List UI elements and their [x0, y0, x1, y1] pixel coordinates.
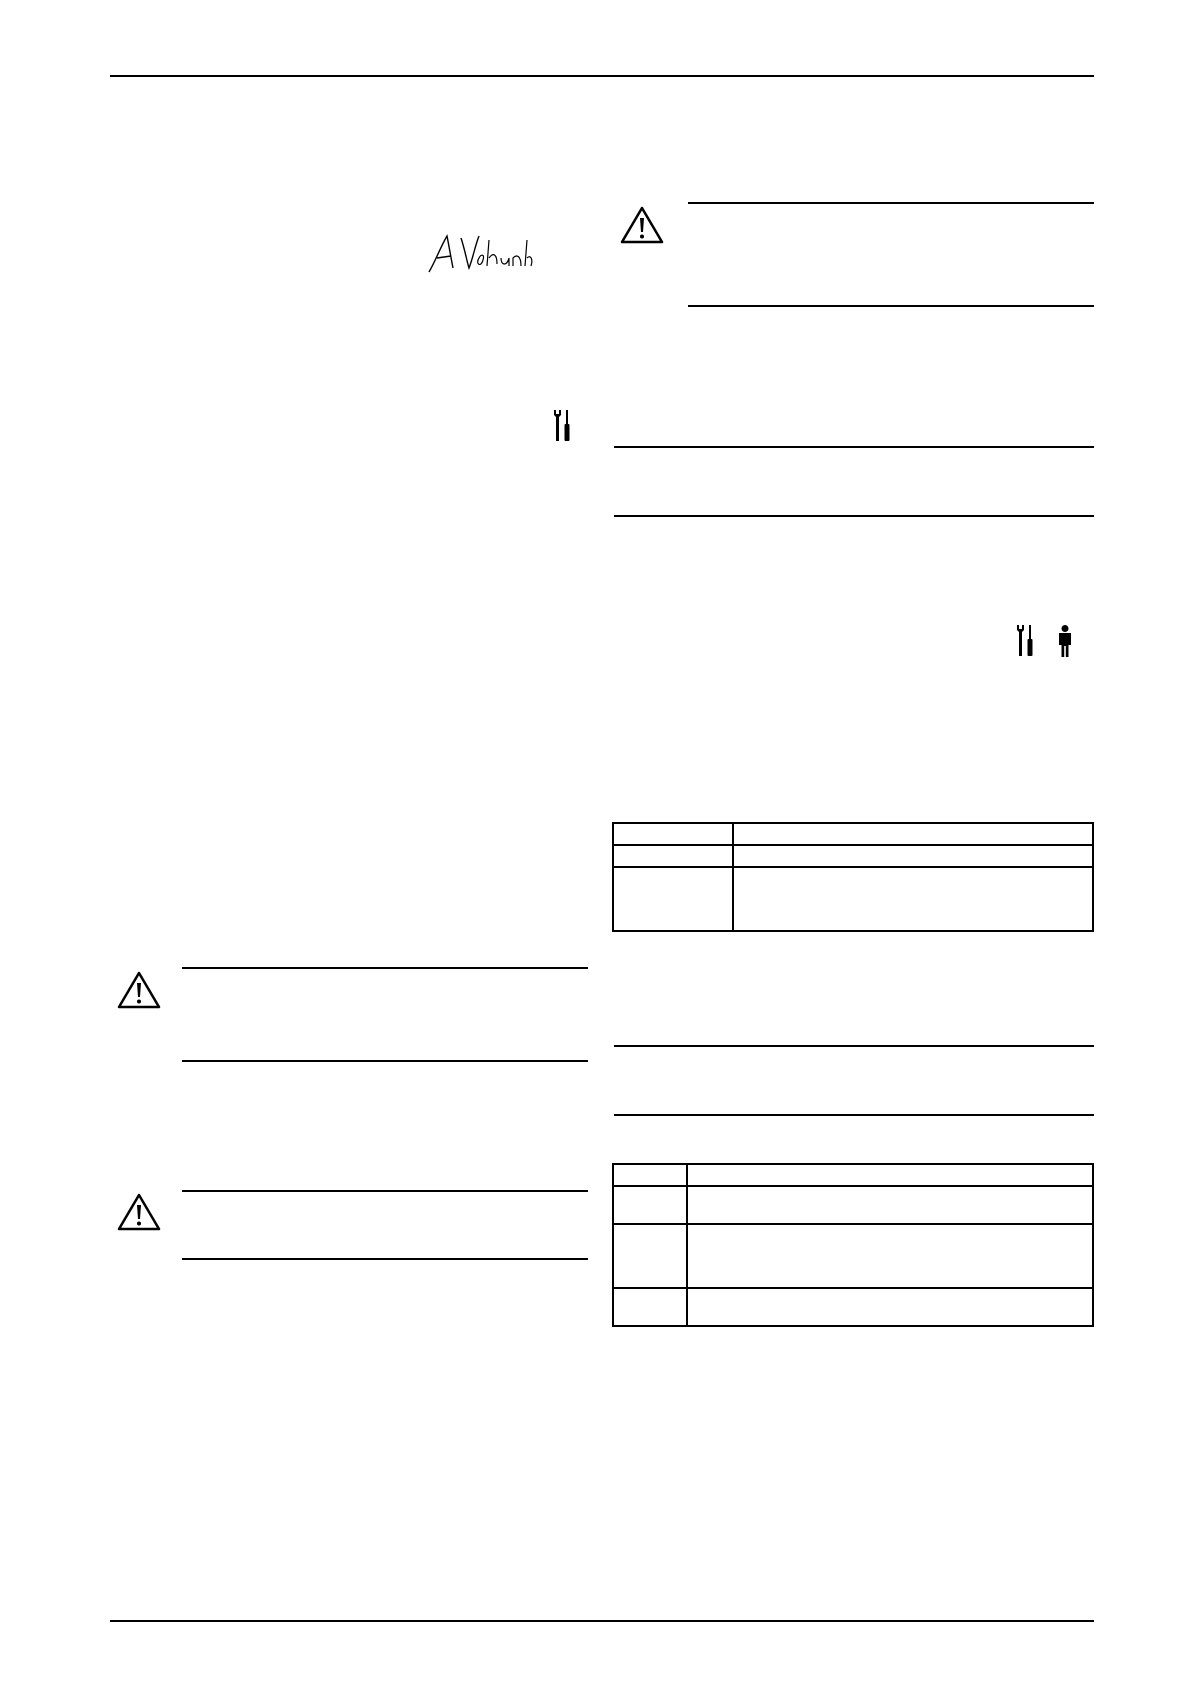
table-cell — [733, 823, 1093, 845]
table-cell — [613, 823, 733, 845]
table-cell — [733, 845, 1093, 867]
table-cell — [613, 845, 733, 867]
table-cell — [613, 1224, 687, 1288]
warning-bottom-rule — [182, 1258, 588, 1260]
table-row — [613, 867, 1093, 931]
table-row — [613, 845, 1093, 867]
table-cell — [613, 1186, 687, 1224]
warning-triangle-icon — [620, 205, 664, 245]
note-bottom-rule — [614, 1114, 1094, 1116]
warning-bottom-rule — [688, 305, 1094, 307]
table-a — [612, 822, 1094, 932]
table-cell — [687, 1224, 1093, 1288]
table-row — [613, 1288, 1093, 1326]
table-cell — [687, 1164, 1093, 1186]
note-top-rule — [614, 1045, 1094, 1047]
note-top-rule — [614, 446, 1094, 448]
table-cell — [613, 867, 733, 931]
warning-triangle-icon — [117, 970, 161, 1010]
person-icon — [1057, 625, 1073, 657]
header-rule — [110, 75, 1094, 77]
warning-top-rule — [182, 967, 588, 969]
table-cell — [733, 867, 1093, 931]
table-cell — [687, 1288, 1093, 1326]
table-cell — [687, 1186, 1093, 1224]
table-row — [613, 1186, 1093, 1224]
warning-bottom-rule — [182, 1060, 588, 1062]
table-b — [612, 1163, 1094, 1327]
warning-triangle-icon — [117, 1192, 161, 1232]
warning-top-rule — [688, 202, 1094, 204]
table-row — [613, 823, 1093, 845]
footer-rule — [110, 1620, 1094, 1622]
wrench-screwdriver-icon — [552, 410, 572, 442]
wrench-screwdriver-icon — [1015, 625, 1035, 657]
note-bottom-rule — [614, 515, 1094, 517]
warning-top-rule — [182, 1190, 588, 1192]
table-row — [613, 1224, 1093, 1288]
table-cell — [613, 1164, 687, 1186]
signature — [425, 228, 535, 278]
table-cell — [613, 1288, 687, 1326]
table-row — [613, 1164, 1093, 1186]
